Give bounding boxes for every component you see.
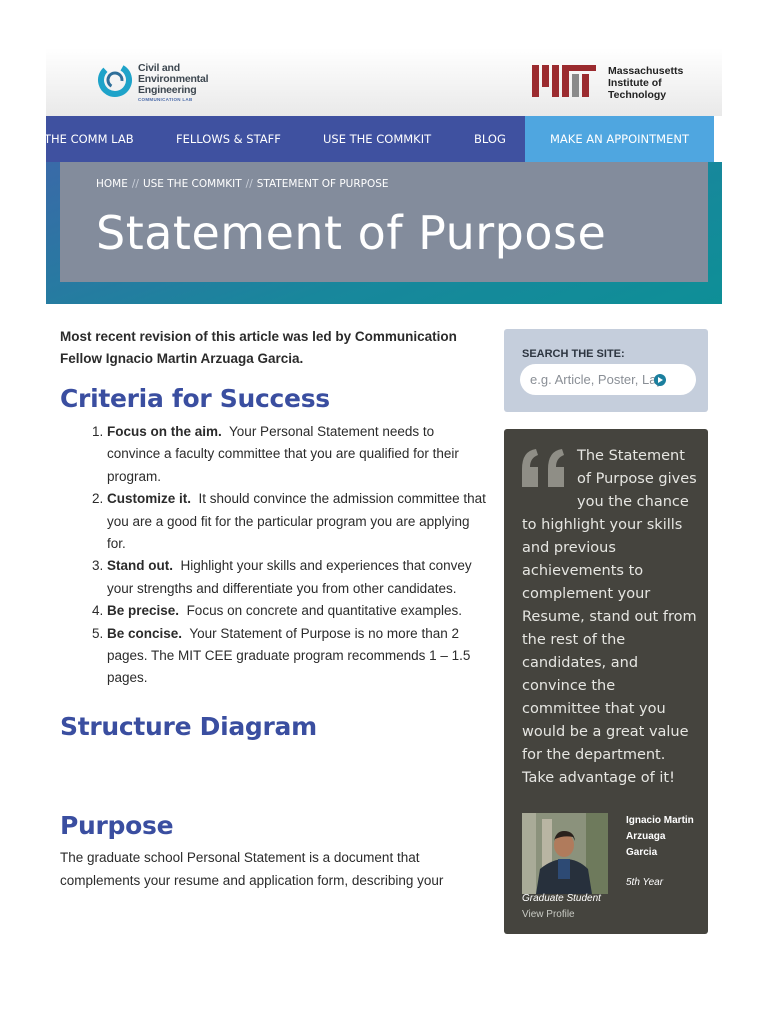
nav-item-fellows-staff[interactable]: FELLOWS & STAFF (176, 132, 281, 146)
search-input[interactable] (520, 364, 696, 395)
search-submit-icon[interactable] (654, 374, 666, 386)
article-content (60, 326, 490, 892)
criteria-list (60, 421, 490, 690)
page-hero (46, 162, 722, 304)
list-item: 3. Stand out. Highlight your skills and experiences that convey your strengths and differentiate you from other candidates. (107, 555, 490, 600)
cee-comm-lab-logo[interactable] (96, 60, 216, 106)
cee-logo-icon (96, 60, 134, 98)
breadcrumb (96, 178, 389, 190)
nav-item-blog[interactable]: BLOG (474, 132, 506, 146)
page-title: Statement of Purpose (96, 206, 607, 260)
cee-logo-text: Civil and Environmental Engineering (138, 62, 209, 96)
fellow-role: Graduate Student (522, 893, 601, 904)
breadcrumb-home[interactable]: HOME (96, 178, 128, 190)
breadcrumb-current: STATEMENT OF PURPOSE (256, 178, 389, 190)
main-nav (46, 116, 714, 162)
cee-logo-subtitle: COMMUNICATION LAB (138, 97, 193, 102)
breadcrumb-use-the-commkit[interactable]: USE THE COMMKIT (142, 178, 242, 190)
mit-logo-text: Massachusetts Institute of Technology (608, 65, 684, 101)
site-header (46, 48, 722, 116)
fellow-avatar[interactable] (522, 813, 608, 894)
list-item: 2. Customize it. It should convince the admission committee that you are a good fit for the particular program you are applying for. (107, 488, 490, 555)
list-item: 4. Be precise. Focus on concrete and quantitative examples. (107, 600, 490, 622)
nav-item-use-the-commkit[interactable]: USE THE COMMKIT (323, 132, 432, 146)
breadcrumb-separator: // (245, 178, 253, 190)
mit-logo[interactable] (532, 65, 702, 101)
breadcrumb-separator: // (131, 178, 139, 190)
view-profile-link[interactable]: View Profile (522, 909, 575, 920)
quote-text: The Statement of Purpose gives you the chance to highlight your skills and previous achievements to complement your Resume, stand out from the rest of the candidates, and convince the committee that you would be a great value for the department. Take advantage of it! (522, 448, 697, 786)
purpose-heading: Purpose (60, 810, 174, 840)
hero-panel (60, 162, 708, 282)
fellow-quote-panel (504, 429, 708, 934)
list-item: 5. Be concise. Your Statement of Purpose is no more than 2 pages. The MIT CEE graduate program recommends 1 – 1.5 pages. (107, 623, 490, 690)
fellow-year: 5th Year (626, 877, 664, 888)
revision-note: Most recent revision of this article was led by Communication Fellow Ignacio Martin Arzuaga Garcia. (60, 329, 457, 366)
list-item: 1. Focus on the aim. Your Personal Statement needs to convince a faculty committee that you are qualified for their program. (107, 421, 490, 488)
mit-logo-icon (532, 65, 598, 99)
site-search-panel (504, 329, 708, 412)
structure-diagram-heading: Structure Diagram (60, 711, 317, 741)
criteria-heading: Criteria for Success (60, 384, 330, 413)
fellow-name: Ignacio Martin Arzuaga Garcia (626, 815, 694, 858)
make-appointment-button[interactable]: MAKE AN APPOINTMENT (525, 116, 714, 162)
nav-item-the-comm-lab[interactable]: THE COMM LAB (44, 132, 134, 146)
search-label: SEARCH THE SITE: (522, 348, 625, 360)
purpose-paragraph: The graduate school Personal Statement is a document that complements your resume and application form, describing your (60, 849, 444, 888)
